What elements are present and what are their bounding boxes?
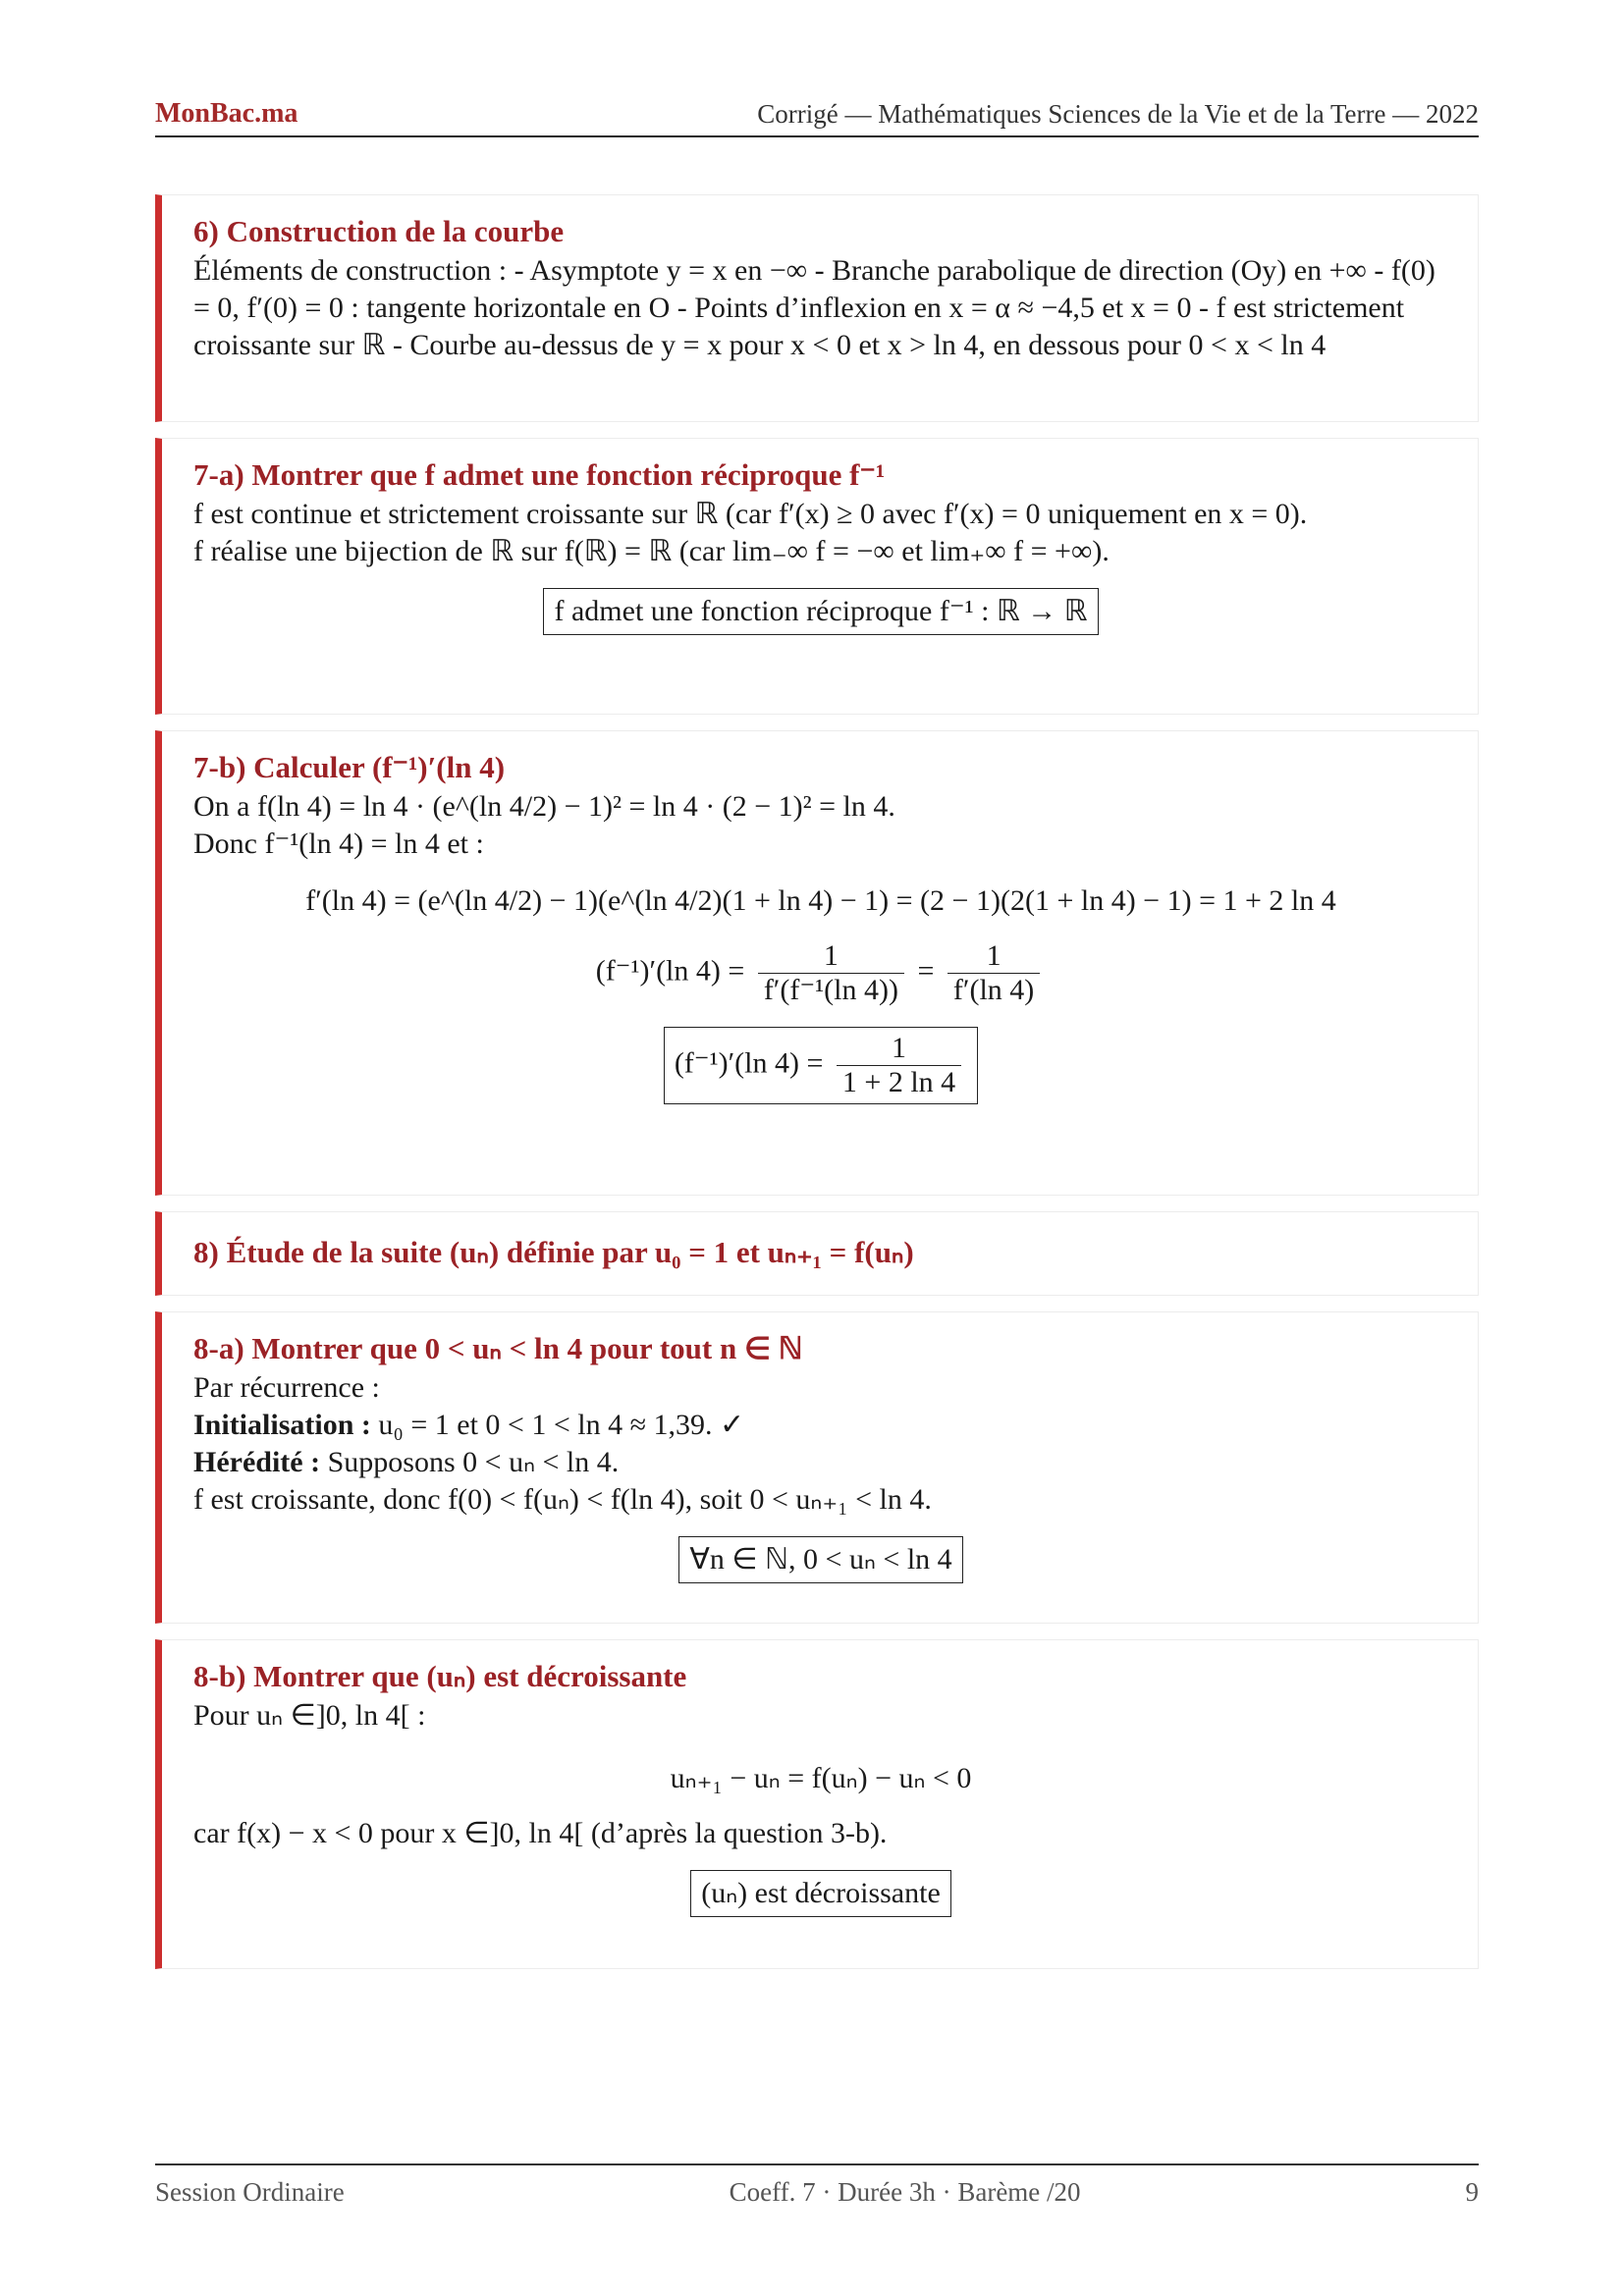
eq-lhs: (f⁻¹)′(ln 4) = [595, 954, 745, 988]
section-8 [155, 1211, 1479, 1296]
section-title: 7-b) Calculer (f⁻¹)′(ln 4) [193, 750, 506, 784]
equation: uₙ₊₁ − uₙ = f(uₙ) − uₙ < 0 [670, 1762, 972, 1794]
footer-session: Session Ordinaire [155, 2177, 345, 2207]
section-line: car f(x) − x < 0 pour x ∈]0, ln 4[ (d’après la question 3-b). [193, 1817, 888, 1849]
fraction [837, 1032, 961, 1099]
section-7b [155, 730, 1479, 1196]
section-8b [155, 1639, 1479, 1969]
fraction [947, 939, 1040, 1007]
init-text: u₀ = 1 et 0 < 1 < ln 4 ≈ 1,39. ✓ [370, 1409, 745, 1441]
section-line: f est croissante, donc f(0) < f(uₙ) < f(ln 4), soit 0 < uₙ₊₁ < ln 4. [193, 1483, 932, 1516]
section-8a [155, 1311, 1479, 1624]
section-line: Par récurrence : [193, 1371, 380, 1404]
section-line: f est continue et strictement croissante sur ℝ (car f′(x) ≥ 0 avec f′(x) = 0 uniquement en x = 0). [193, 498, 1308, 530]
section-line [193, 1444, 1448, 1481]
brand-logo[interactable]: MonBac.ma [155, 98, 298, 129]
denominator: f′(ln 4) [952, 974, 1035, 1006]
header-title: Corrigé — Mathématiques Sciences de la Vie et de la Terre — 2022 [757, 99, 1479, 129]
hered-label: Hérédité : [193, 1446, 321, 1478]
section-title: 8-b) Montrer que (uₙ) est décroissante [193, 1659, 687, 1693]
fraction [758, 939, 904, 1007]
result-box [664, 1027, 978, 1104]
section-title: 6) Construction de la courbe [193, 214, 565, 248]
section-line: Donc f⁻¹(ln 4) = ln 4 et : [193, 828, 484, 860]
section-line: On a f(ln 4) = ln 4 · (e^(ln 4/2) − 1)² = ln 4 · (2 − 1)² = ln 4. [193, 790, 895, 823]
section-body: Éléments de construction : - Asymptote y = x en −∞ - Branche parabolique de direction (Oy) en +∞ - f(0) = 0, f′(0) = 0 : tangente horizontale en O - Points d’inflexion en x = α ≈ −4,5 et x = 0 - f est strictement croissante sur ℝ - Courbe au-dessus de y = x pour x < 0 et x > ln 4, en dessous pour 0 < x < ln 4 [193, 254, 1435, 361]
footer-info: Coeff. 7 · Durée 3h · Barème /20 [729, 2177, 1081, 2207]
eq-sign: = [917, 954, 935, 988]
numerator: 1 [758, 939, 904, 974]
section-line [193, 1407, 1448, 1444]
numerator: 1 [947, 939, 1040, 974]
section-6 [155, 194, 1479, 422]
result-box: f admet une fonction réciproque f⁻¹ : ℝ → ℝ [543, 588, 1098, 635]
numerator: 1 [837, 1032, 961, 1066]
init-label: Initialisation : [193, 1409, 371, 1441]
page-footer [155, 2163, 1479, 2208]
section-title: 7-a) Montrer que f admet une fonction réciproque f⁻¹ [193, 457, 886, 492]
section-title: 8) Étude de la suite (uₙ) définie par u₀ = 1 et uₙ₊₁ = f(uₙ) [193, 1235, 914, 1269]
result-box: ∀n ∈ ℕ, 0 < uₙ < ln 4 [678, 1536, 962, 1583]
section-line: f réalise une bijection de ℝ sur f(ℝ) = ℝ (car lim₋∞ f = −∞ et lim₊∞ f = +∞). [193, 535, 1110, 567]
denominator: 1 + 2 ln 4 [841, 1066, 956, 1098]
hered-text: Supposons 0 < uₙ < ln 4. [320, 1446, 620, 1478]
equation: f′(ln 4) = (e^(ln 4/2) − 1)(e^(ln 4/2)(1 + ln 4) − 1) = (2 − 1)(2(1 + ln 4) − 1) = 1 + 2 ln 4 [305, 884, 1336, 917]
section-7a [155, 438, 1479, 715]
result-box: (uₙ) est décroissante [690, 1870, 951, 1917]
equation-fraction [193, 939, 1448, 1007]
section-line: Pour uₙ ∈]0, ln 4[ : [193, 1699, 426, 1732]
box-lhs: (f⁻¹)′(ln 4) = [674, 1046, 824, 1080]
section-title: 8-a) Montrer que 0 < uₙ < ln 4 pour tout n ∈ ℕ [193, 1331, 803, 1365]
denominator: f′(f⁻¹(ln 4)) [763, 974, 898, 1006]
page-number: 9 [1465, 2177, 1479, 2207]
page-header [155, 90, 1479, 137]
